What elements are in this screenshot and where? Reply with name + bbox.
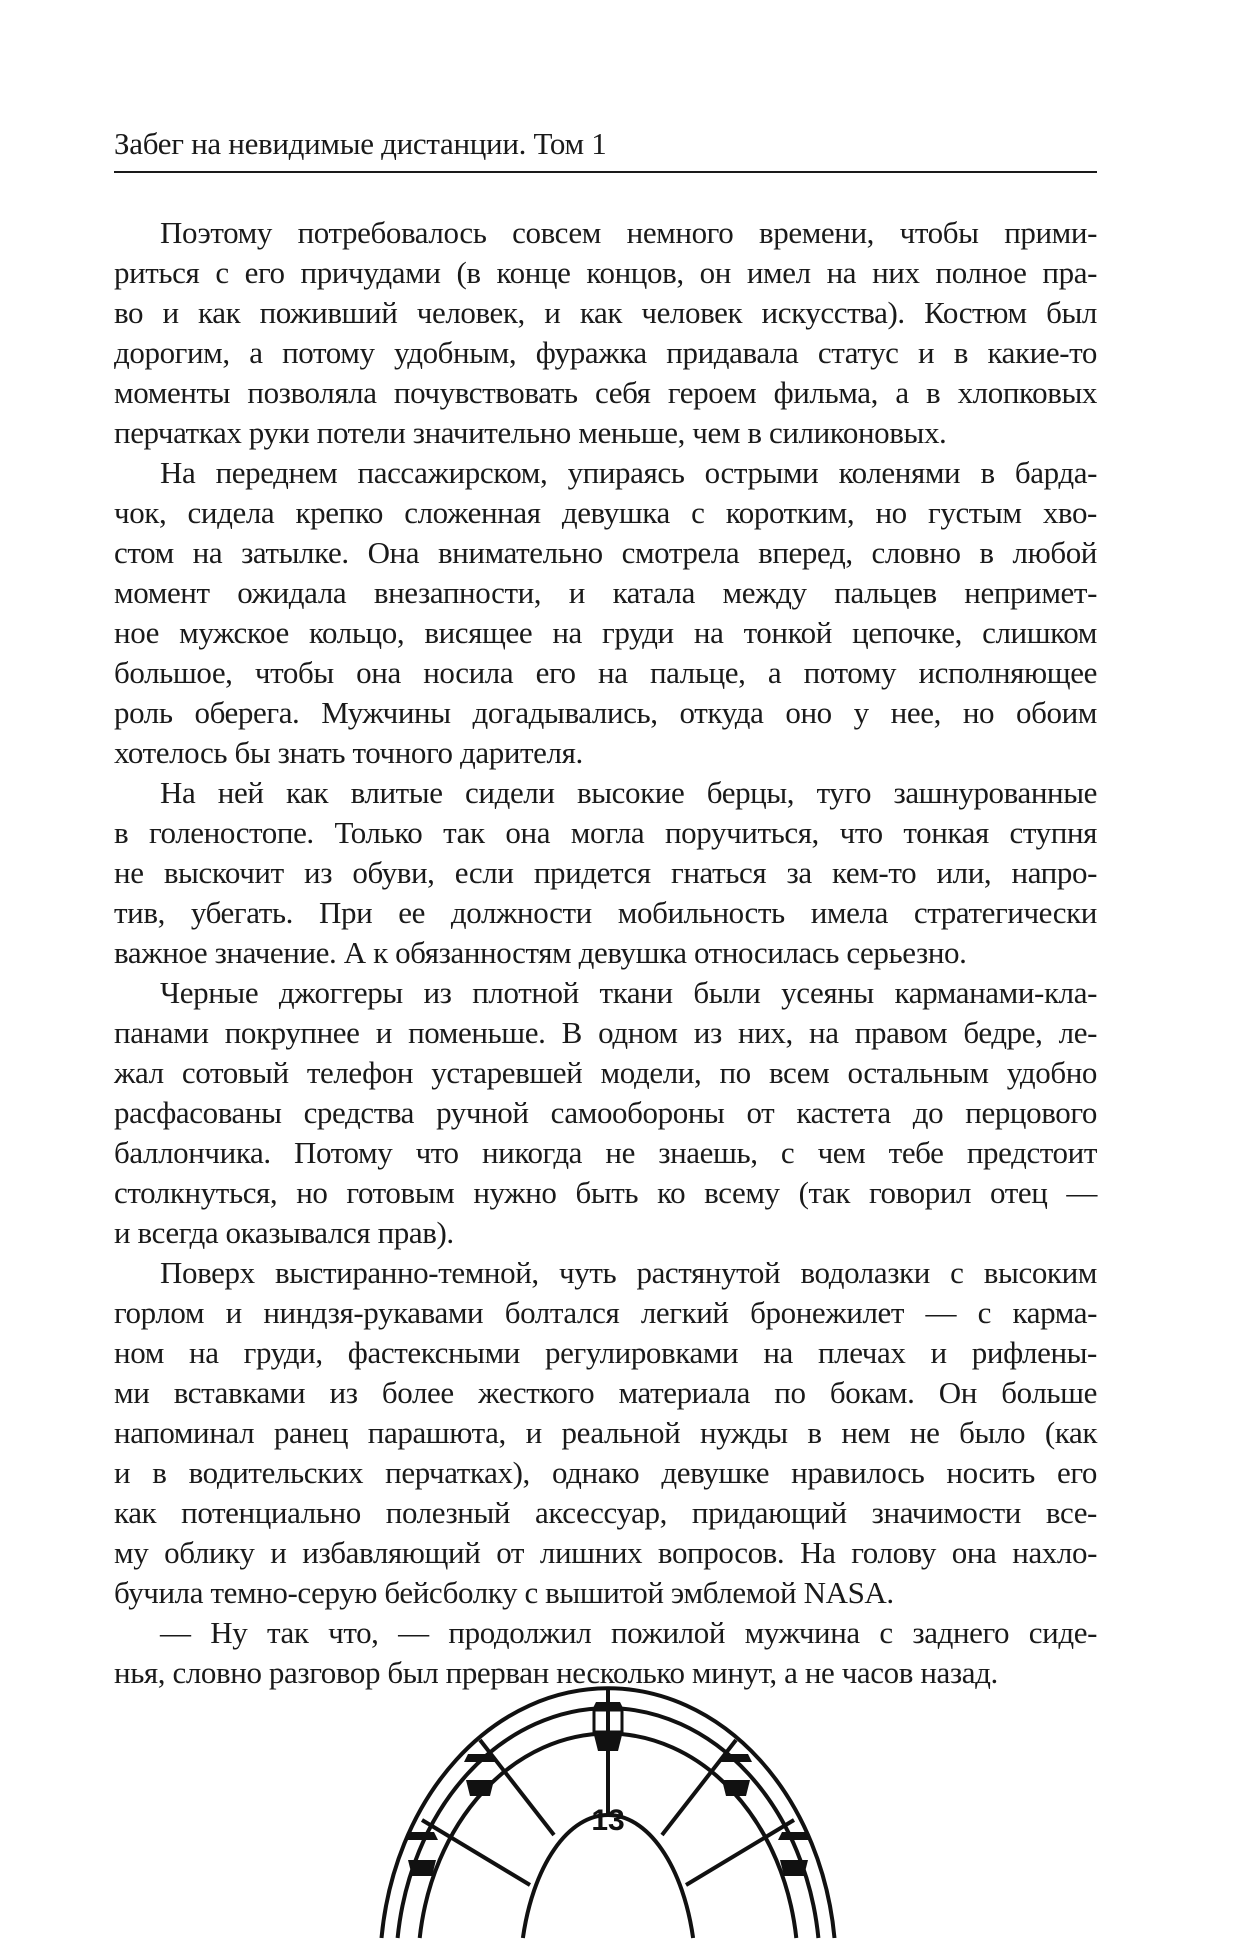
- paragraph-4-line: столкнуться, но готовым нужно быть ко всему (так говорил отец —: [114, 1175, 1097, 1210]
- paragraph-1-line: риться с его причудами (в конце концов, он имел на них полное пра-: [114, 255, 1097, 290]
- paragraph-4-line: панами покрупнее и поменьше. В одном из них, на правом бедре, ле-: [114, 1015, 1097, 1050]
- paragraph-2-line: хотелось бы знать точного дарителя.: [114, 735, 583, 770]
- paragraph-5-line: напоминал ранец парашюта, и реальной нужды в нем не было (как: [114, 1415, 1097, 1450]
- paragraph-3-line: не выскочит из обуви, если придется гнаться за кем-то или, напро-: [114, 855, 1097, 890]
- paragraph-6-line: — Ну так что, — продолжил пожилой мужчина с заднего сиде-: [160, 1615, 1097, 1650]
- paragraph-2-line: ное мужское кольцо, висящее на груди на тонкой цепочке, слишком: [114, 615, 1097, 650]
- paragraph-1-line: дорогим, а потому удобным, фуражка придавала статус и в какие-то: [114, 335, 1097, 370]
- paragraph-4-line: жал сотовый телефон устаревшей модели, по всем остальным удобно: [114, 1055, 1097, 1090]
- paragraph-2-line: На переднем пассажирском, упираясь острыми коленями в барда-: [160, 455, 1097, 490]
- paragraph-2-line: роль оберега. Мужчины догадывались, откуда оно у нее, но обоим: [114, 695, 1097, 730]
- paragraph-5-line: ном на груди, фастексными регулировками на плечах и рифлены-: [114, 1335, 1097, 1370]
- paragraph-4-line: и всегда оказывался прав).: [114, 1215, 454, 1250]
- paragraph-5-line: му облику и избавляющий от лишних вопросов. На голову она нахло-: [114, 1535, 1097, 1570]
- paragraph-1-line: во и как поживший человек, и как человек искусства). Костюм был: [114, 295, 1097, 330]
- body-text: [114, 213, 1097, 1693]
- paragraph-2-line: чок, сидела крепко сложенная девушка с коротким, но густым хво-: [114, 495, 1097, 530]
- paragraph-5-line: и в водительских перчатках), однако девушке нравилось носить его: [114, 1455, 1097, 1490]
- paragraph-5-line: горлом и ниндзя-рукавами болтался легкий бронежилет — с карма-: [114, 1295, 1097, 1330]
- paragraph-3-line: тив, убегать. При ее должности мобильность имела стратегически: [114, 895, 1097, 930]
- paragraph-1-line: моменты позволяла почувствовать себя героем фильма, а в хлопковых: [114, 375, 1097, 410]
- paragraph-4-line: баллончика. Потому что никогда не знаешь, с чем тебе предстоит: [114, 1135, 1097, 1170]
- paragraph-1-line: перчатках руки потели значительно меньше, чем в силиконовых.: [114, 415, 947, 450]
- paragraph-2-line: момент ожидала внезапности, и катала между пальцев непримет-: [114, 575, 1097, 610]
- ferris-wheel-icon: [330, 1680, 890, 1940]
- paragraph-1-line: Поэтому потребовалось совсем немного времени, чтобы прими-: [160, 215, 1097, 250]
- page-number: 13: [591, 1804, 625, 1837]
- running-header-title: Забег на невидимые дистанции. Том 1: [114, 126, 607, 161]
- paragraph-3-line: На ней как влитые сидели высокие берцы, туго зашнурованные: [160, 775, 1097, 810]
- paragraph-4-line: расфасованы средства ручной самообороны от кастета до перцового: [114, 1095, 1097, 1130]
- paragraph-4-line: Черные джоггеры из плотной ткани были усеяны карманами-кла-: [160, 975, 1097, 1010]
- paragraph-5-line: ми вставками из более жесткого материала по бокам. Он больше: [114, 1375, 1097, 1410]
- paragraph-3-line: важное значение. А к обязанностям девушка относилась серьезно.: [114, 935, 967, 970]
- paragraph-5-line: бучила темно-серую бейсболку с вышитой эмблемой NASA.: [114, 1575, 894, 1610]
- header-divider: [114, 171, 1097, 173]
- paragraph-2-line: стом на затылке. Она внимательно смотрела вперед, словно в любой: [114, 535, 1097, 570]
- paragraph-2-line: большое, чтобы она носила его на пальце, а потому исполняющее: [114, 655, 1097, 690]
- paragraph-5-line: как потенциально полезный аксессуар, придающий значимости все-: [114, 1495, 1097, 1530]
- paragraph-6-line: нья, словно разговор был прерван несколько минут, а не часов назад.: [114, 1655, 998, 1690]
- paragraph-3-line: в голеностопе. Только так она могла поручиться, что тонкая ступня: [114, 815, 1097, 850]
- paragraph-5-line: Поверх выстиранно-темной, чуть растянутой водолазки с высоким: [160, 1255, 1097, 1290]
